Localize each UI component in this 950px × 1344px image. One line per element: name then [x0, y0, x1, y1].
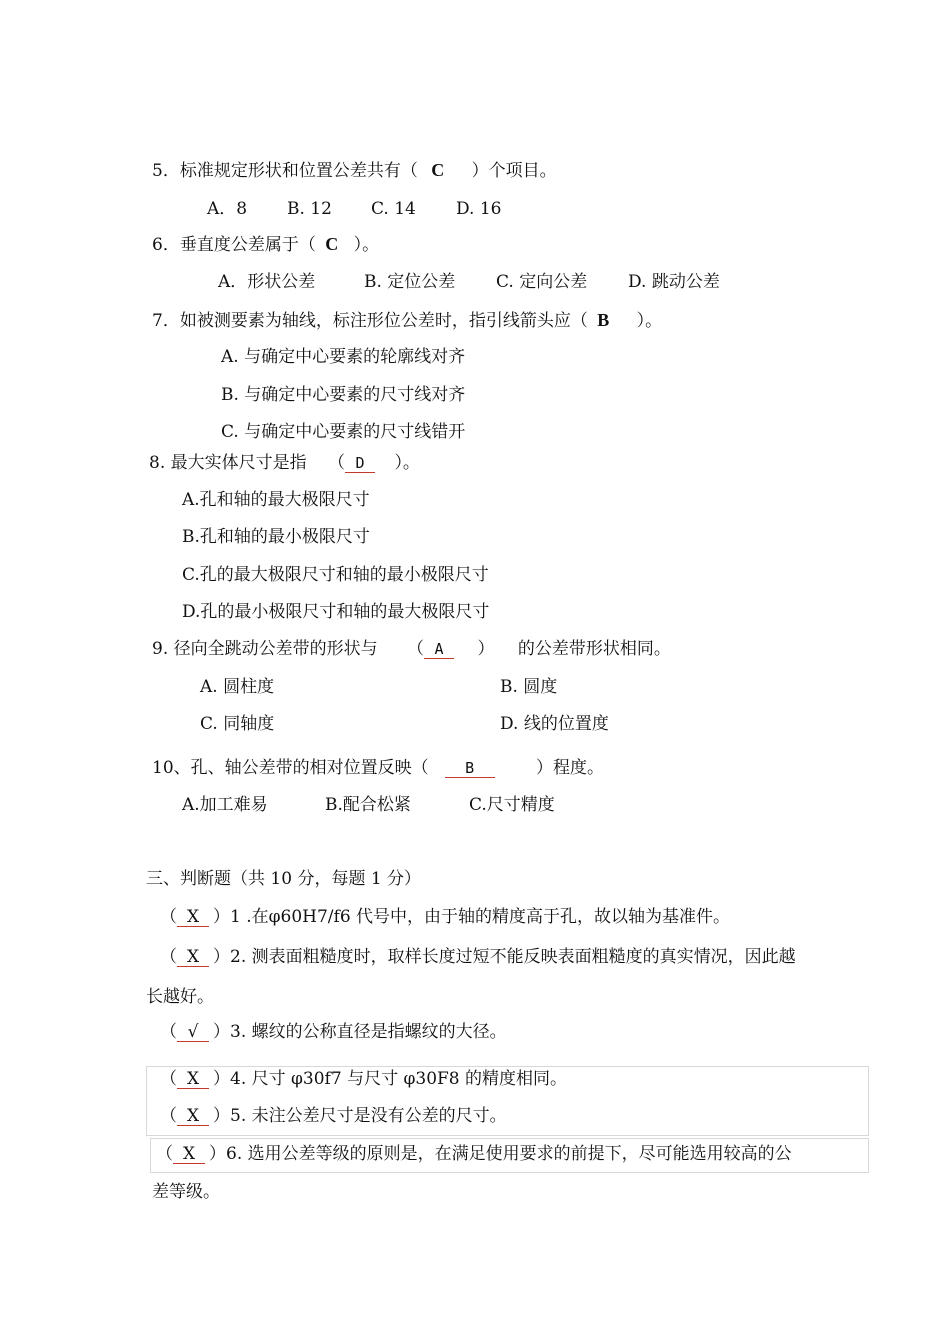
question-9-option-a: A. 圆柱度	[200, 677, 275, 697]
question-10-answer: B	[445, 759, 495, 778]
question-7-stem: 7．如被测要素为轴线，标注形位公差时，指引线箭头应（	[152, 311, 588, 331]
question-5-answer: C	[431, 160, 445, 180]
question-8-option-d: D.孔的最小极限尺寸和轴的最大极限尺寸	[182, 602, 490, 622]
option-d: D. 跳动公差	[628, 272, 720, 292]
judge-item-1	[160, 906, 730, 928]
question-10-options	[182, 794, 555, 816]
judge-item-4	[160, 1068, 567, 1090]
option-c: C.尺寸精度	[469, 795, 555, 815]
question-8-answer: D	[345, 454, 375, 473]
judge-item-3-text: ）3. 螺纹的公称直径是指螺纹的大径。	[213, 1022, 507, 1042]
question-10	[152, 757, 604, 779]
question-6	[152, 233, 379, 256]
question-8	[149, 452, 420, 474]
paren: （	[160, 1106, 177, 1126]
question-6-options	[218, 271, 720, 293]
question-7-option-c: C. 与确定中心要素的尺寸线错开	[221, 422, 466, 442]
question-7-stem-end: ）。	[636, 311, 663, 331]
question-8-stem-end: ）。	[394, 453, 420, 473]
judge-item-1-answer: X	[177, 908, 209, 927]
question-9-stem-end: 的公差带形状相同。	[517, 639, 671, 659]
question-9-option-c: C. 同轴度	[200, 714, 275, 734]
judge-item-2	[160, 946, 796, 968]
paren: （	[156, 1144, 173, 1164]
question-8-option-a: A.孔和轴的最大极限尺寸	[182, 490, 370, 510]
question-8-option-b: B.孔和轴的最小极限尺寸	[182, 527, 370, 547]
question-6-answer: C	[325, 234, 339, 254]
question-5-stem: 5．标准规定形状和位置公差共有（	[152, 161, 418, 181]
option-c: C. 14	[371, 199, 416, 219]
judge-item-5	[160, 1105, 507, 1127]
option-b: B. 定位公差	[364, 272, 456, 292]
question-9-answer: A	[424, 640, 454, 659]
paren: （	[407, 639, 425, 659]
option-a: A．形状公差	[218, 272, 316, 292]
question-7-answer: B	[597, 310, 610, 330]
judge-item-5-text: ）5. 未注公差尺寸是没有公差的尺寸。	[213, 1106, 507, 1126]
question-5-stem-end: ）个项目。	[471, 161, 557, 181]
question-9	[152, 638, 671, 660]
paren: （	[328, 453, 346, 473]
question-7-option-a: A. 与确定中心要素的轮廓线对齐	[221, 347, 466, 367]
question-5	[152, 159, 557, 182]
question-9-option-b: B. 圆度	[500, 677, 558, 697]
question-8-stem: 8. 最大实体尺寸是指	[149, 453, 307, 473]
judge-item-1-text: ）1 .在φ60H7/f6 代号中，由于轴的精度高于孔，故以轴为基准件。	[213, 907, 731, 927]
judge-item-4-text: ）4. 尺寸 φ30f7 与尺寸 φ30F8 的精度相同。	[213, 1069, 568, 1089]
question-9-stem: 9. 径向全跳动公差带的形状与	[152, 639, 378, 659]
paren: ）	[477, 639, 495, 659]
question-6-stem: 6．垂直度公差属于（	[152, 235, 316, 255]
option-c: C. 定向公差	[496, 272, 588, 292]
judge-item-2-answer: X	[177, 948, 209, 967]
paren: （	[160, 1069, 177, 1089]
question-8-option-c: C.孔的最大极限尺寸和轴的最小极限尺寸	[182, 565, 489, 585]
option-b: B.配合松紧	[325, 795, 411, 815]
judge-item-6-continued: 差等级。	[152, 1182, 220, 1202]
judge-item-4-answer: X	[177, 1070, 209, 1089]
judge-item-2-continued: 长越好。	[146, 987, 214, 1007]
paren: （	[160, 907, 177, 927]
question-10-stem: 10、孔、轴公差带的相对位置反映（	[152, 758, 429, 778]
paren: （	[160, 1022, 177, 1042]
judge-item-6	[156, 1143, 792, 1165]
option-a: A.加工难易	[182, 795, 268, 815]
question-7-option-b: B. 与确定中心要素的尺寸线对齐	[221, 385, 466, 405]
judge-item-5-answer: X	[177, 1107, 209, 1126]
option-d: D. 16	[456, 199, 502, 219]
paren: （	[160, 947, 177, 967]
question-6-stem-end: ）。	[353, 235, 380, 255]
question-7	[152, 309, 662, 332]
option-a: A．8	[207, 199, 248, 219]
question-5-options	[207, 198, 501, 220]
judge-item-6-answer: X	[173, 1145, 205, 1164]
question-9-option-d: D. 线的位置度	[500, 714, 609, 734]
judge-item-6-text: ）6. 选用公差等级的原则是，在满足使用要求的前提下，尽可能选用较高的公	[209, 1144, 792, 1164]
option-b: B. 12	[287, 199, 332, 219]
judge-item-3	[160, 1021, 507, 1043]
question-10-stem-end: ）程度。	[536, 758, 605, 778]
judge-item-2-text: ）2. 测表面粗糙度时，取样长度过短不能反映表面粗糙度的真实情况，因此越	[213, 947, 796, 967]
section-3-title: 三、判断题（共 10 分，每题 1 分）	[146, 869, 422, 889]
judge-item-3-answer: √	[177, 1023, 209, 1042]
